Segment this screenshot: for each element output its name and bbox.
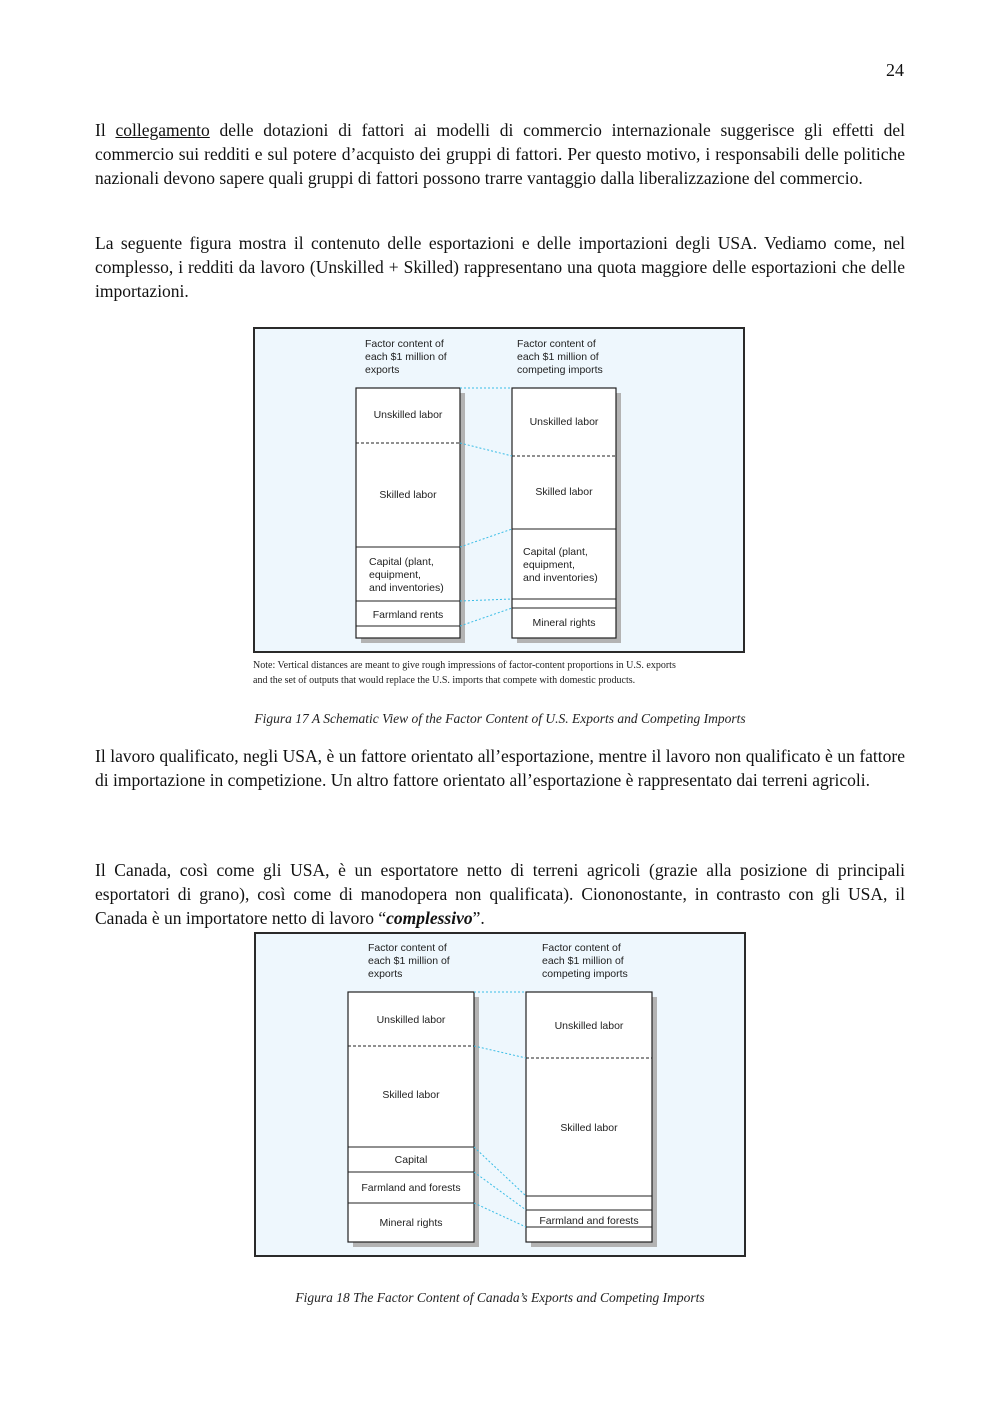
ca-left-header-line-1: Factor content of [368, 942, 447, 954]
ca-imports-skilled-label: Skilled labor [560, 1122, 618, 1134]
collegamento-link[interactable]: collegamento [115, 120, 210, 140]
paragraph-4 [95, 858, 905, 930]
ca-exports-column [348, 992, 474, 1242]
ca-exports-unskilled-label: Unskilled labor [376, 1014, 446, 1026]
figure-1-note [253, 658, 773, 688]
figure-2-caption: Figura 18 The Factor Content of Canada’s Exports and Competing Imports [295, 1290, 705, 1305]
us-right-header-line-1: Factor content of [517, 338, 596, 350]
us-connector-3 [460, 529, 512, 547]
paragraph-3: Il lavoro qualificato, negli USA, è un fattore orientato all’esportazione, mentre il lavoro non qualificato è un fattore di importazione in competizione. Un altro fattore orientato all’esportazione è rappresentato dai terreni agricoli. [95, 746, 905, 790]
us-connector-4 [460, 599, 512, 601]
us-exports-capital-line-2: equipment, [369, 569, 421, 581]
ca-connectors [474, 992, 526, 1227]
us-left-header-line-2: each $1 million of [365, 351, 447, 363]
paragraph-1-start: Il [95, 120, 116, 140]
ca-connector-5 [474, 1203, 526, 1227]
figure-1-caption: Figura 17 A Schematic View of the Factor Content of U.S. Exports and Competing Imports [254, 711, 746, 726]
page-number: 24 [886, 60, 904, 80]
us-right-header-line-2: each $1 million of [517, 351, 599, 363]
ca-exports-capital-label: Capital [394, 1154, 428, 1166]
ca-imports-unskilled-label: Unskilled labor [554, 1020, 624, 1032]
ca-left-header-line-3: exports [368, 968, 403, 980]
us-connector-5 [460, 608, 512, 626]
figure-canada-factor-content [254, 932, 746, 1257]
us-exports-capital-line-3: and inventories) [369, 582, 444, 594]
us-connectors [460, 388, 512, 626]
paragraph-1-rest: delle dotazioni di fattori ai modelli di commercio internazionale suggerisce gli effetti del commercio sui redditi e sul potere d’acquisto dei gruppi di fattori. Per questo motivo, i responsabili delle politiche nazionali devono sapere quali gruppi di fattori possono trarre vantaggio dalla liberalizzazione del commercio. [95, 120, 905, 188]
figure-canada-diagram [256, 934, 744, 1255]
ca-connector-4 [474, 1172, 526, 1210]
us-imports-capital-line-1: Capital (plant, [523, 546, 588, 558]
us-imports-unskilled-label: Unskilled labor [529, 416, 599, 428]
ca-left-header-line-2: each $1 million of [368, 955, 450, 967]
ca-imports-farmland-label: Farmland and forests [539, 1215, 639, 1227]
us-right-header-line-3: competing imports [517, 364, 603, 376]
us-exports-unskilled-label: Unskilled labor [373, 409, 443, 421]
paragraph-4-start: Il Canada, così come gli USA, è un esportatore netto di terreni agricoli (grazie alla posizione di principali esportatori di grano), così come di manodopera non qualificata). Ciononostante, in contrasto con gli USA, il Canada è un importatore netto di lavoro “ [95, 860, 905, 928]
ca-exports-skilled-label: Skilled labor [382, 1089, 440, 1101]
ca-exports-mineral-label: Mineral rights [379, 1217, 443, 1229]
figure-us-factor-content [253, 327, 745, 653]
ca-right-header-line-3: competing imports [542, 968, 628, 980]
us-left-header-line-1: Factor content of [365, 338, 444, 350]
us-exports-capital-line-1: Capital (plant, [369, 556, 434, 568]
us-left-header-line-3: exports [365, 364, 400, 376]
figure-1-note-line-1: Note: Vertical distances are meant to give rough impressions of factor-content proportions in U.S. exports [253, 660, 676, 671]
paragraph-1 [95, 118, 905, 190]
us-connector-2 [460, 443, 512, 456]
us-imports-capital-line-3: and inventories) [523, 572, 598, 584]
figure-us-diagram [255, 329, 743, 651]
ca-connector-2 [474, 1046, 526, 1058]
ca-exports-farmland-label: Farmland and forests [361, 1182, 461, 1194]
us-exports-skilled-label: Skilled labor [379, 489, 437, 501]
us-imports-mineral-label: Mineral rights [532, 617, 596, 629]
us-imports-capital-line-2: equipment, [523, 559, 575, 571]
ca-connector-3 [474, 1147, 526, 1196]
us-imports-skilled-label: Skilled labor [535, 486, 593, 498]
paragraph-2: La seguente figura mostra il contenuto delle esportazioni e delle importazioni degli USA. Vediamo come, nel complesso, i redditi da lavoro (Unskilled + Skilled) rappresentano una quota maggiore delle esportazioni che delle importazioni. [95, 233, 905, 301]
ca-right-header-line-2: each $1 million of [542, 955, 624, 967]
ca-right-header-line-1: Factor content of [542, 942, 621, 954]
figure-1-note-line-2: and the set of outputs that would replace the U.S. imports that compete with domestic products. [253, 675, 636, 686]
paragraph-4-end: ”. [472, 908, 485, 928]
complessivo-emphasis: complessivo [386, 908, 473, 928]
us-exports-farmland-label: Farmland rents [372, 609, 444, 621]
